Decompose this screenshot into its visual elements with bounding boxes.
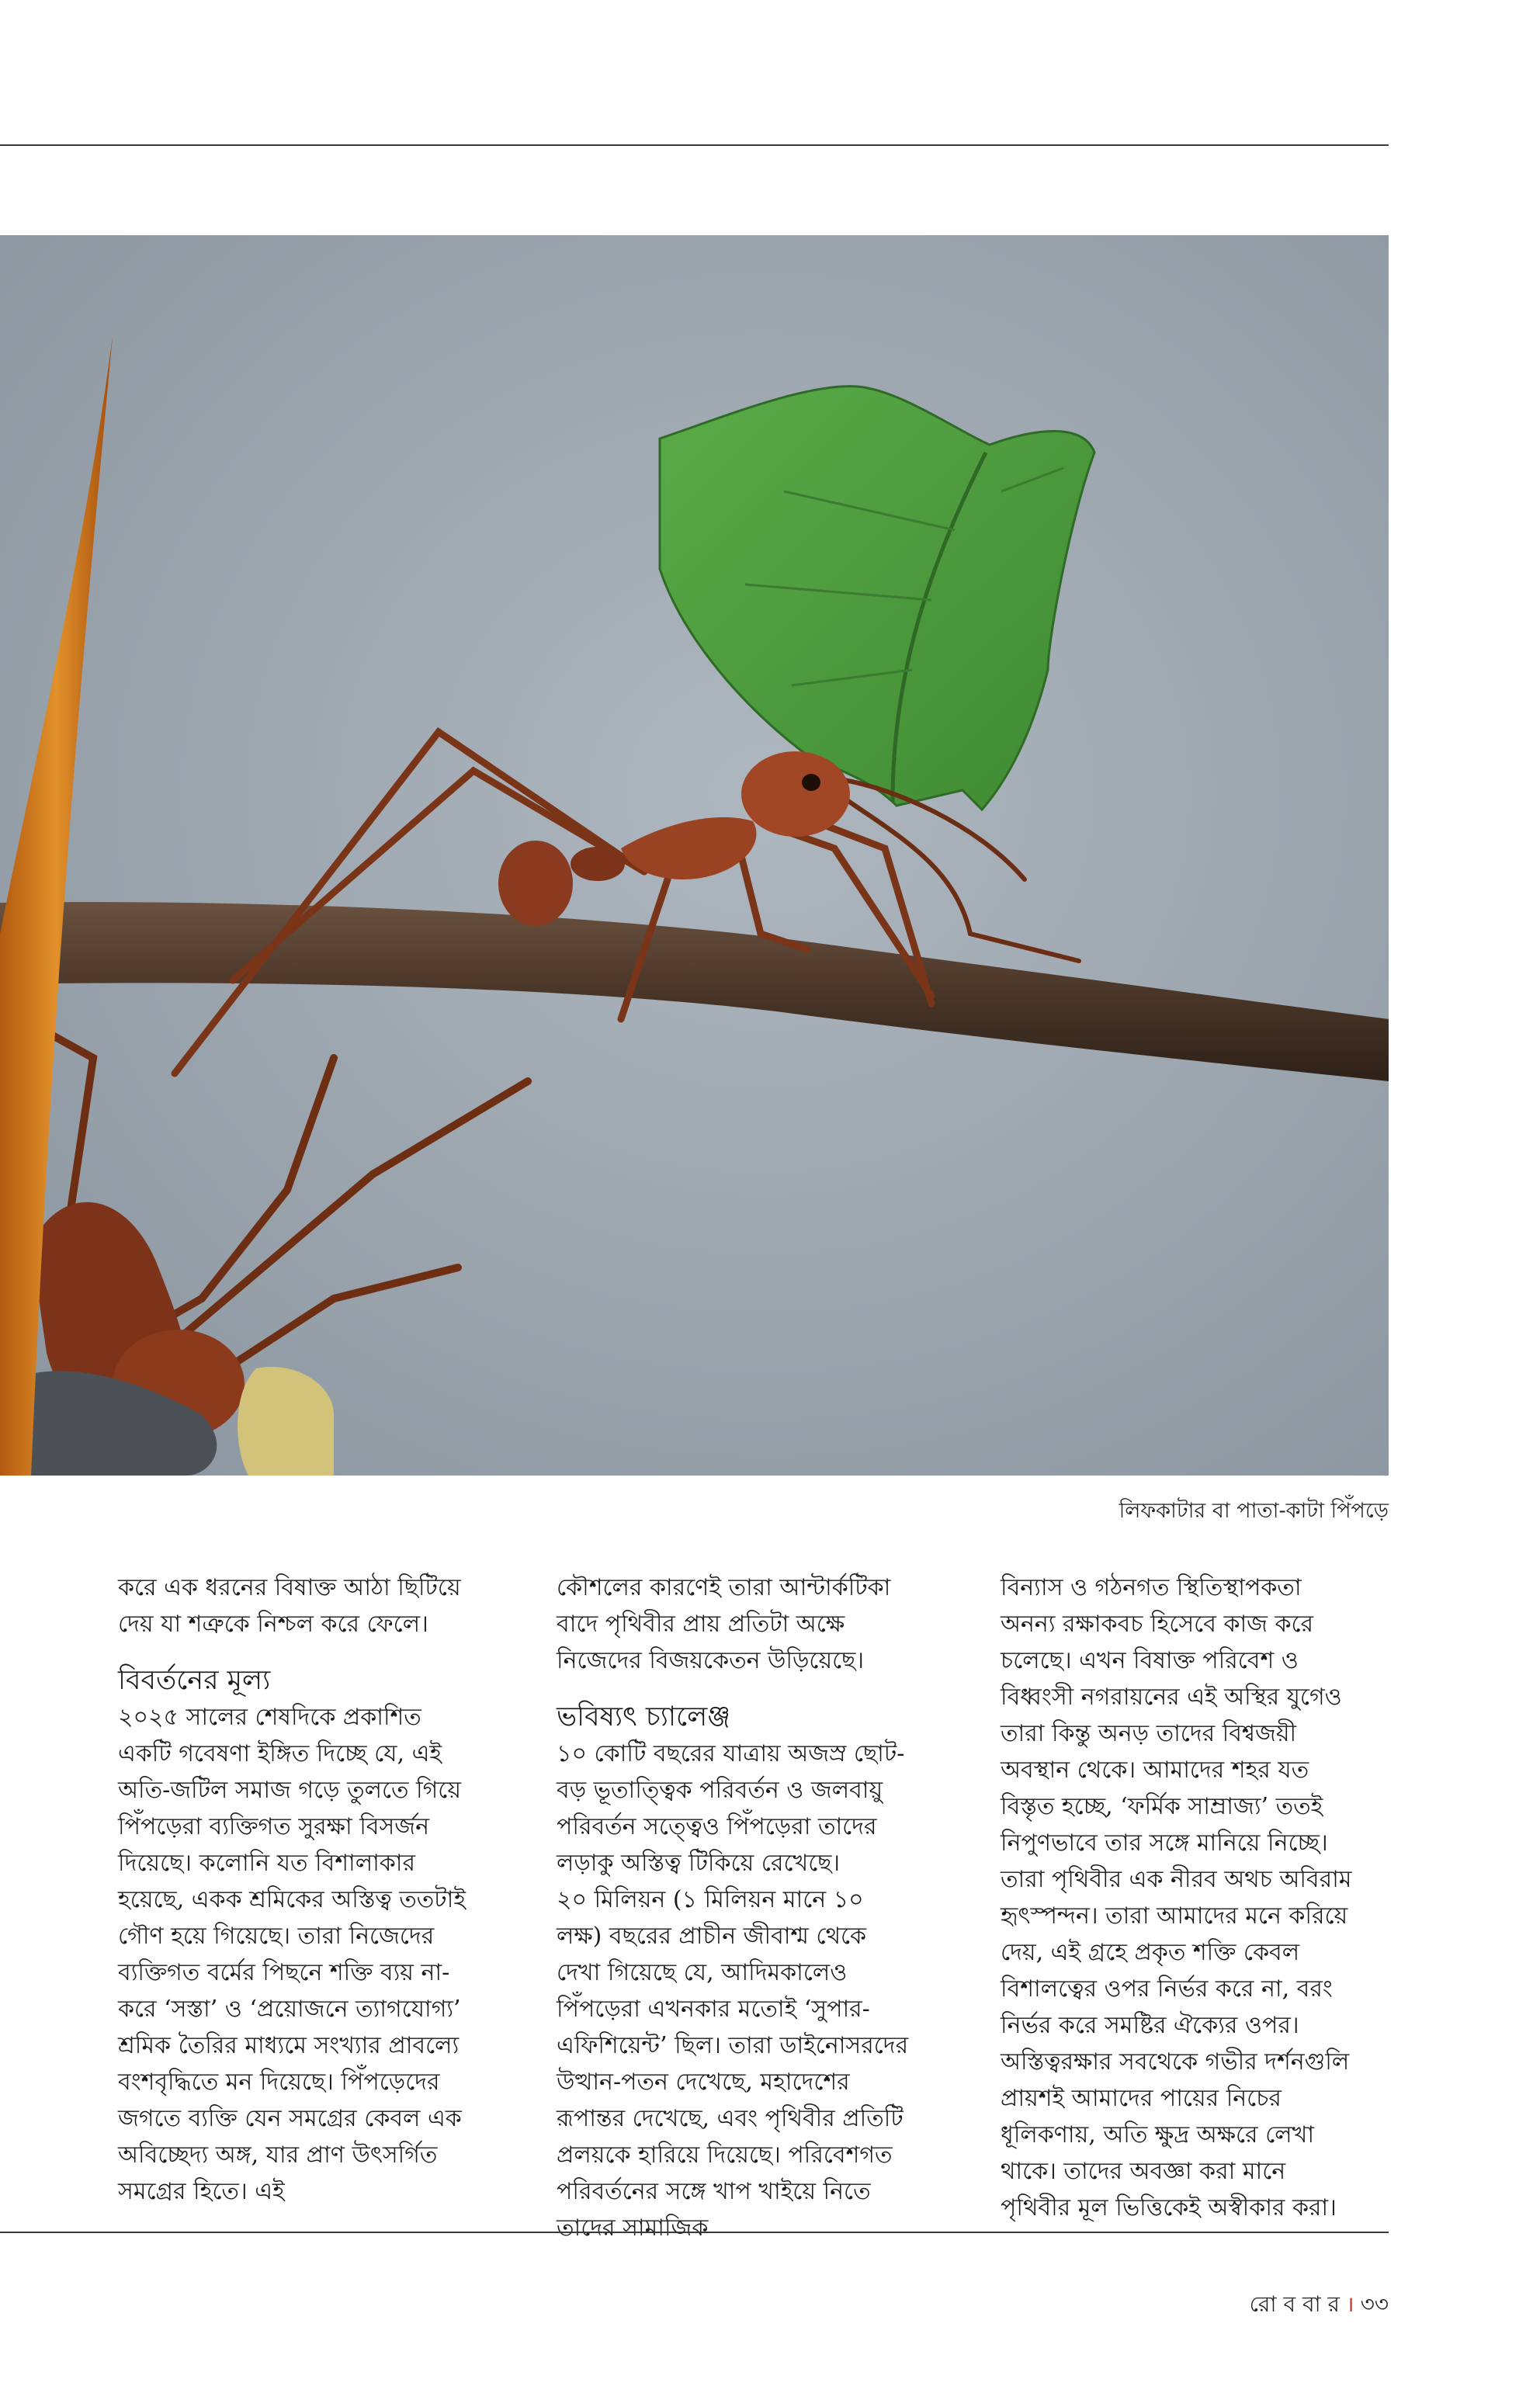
section-heading-evolution: বিবর্তনের মূল্য bbox=[118, 1665, 271, 1696]
column-2-body: ১০ কোটি বছরের যাত্রায় অজস্র ছোট-বড় ভূতাত্ত্বিক পরিবর্তন ও জলবায়ু পরিবর্তন সত্ত্বেও পিঁপড়েরা তাদের লড়াকু অস্তিত্ব টিকিয়ে রেখেছে। bbox=[557, 1740, 905, 1877]
photo-caption: লিফকাটার বা পাতা-কাটা পিঁপড়ে bbox=[1119, 1499, 1389, 1523]
text-column-2 bbox=[557, 1569, 914, 2246]
ant-head bbox=[741, 751, 850, 837]
page-footer bbox=[1250, 2287, 1389, 2324]
column-2-intro: কৌশলের কারণেই তারা আন্টার্কটিকা বাদে পৃথিবীর প্রায় প্রতিটা অক্ষে নিজেদের বিজয়কেতন উড়িয়েছে। bbox=[557, 1574, 891, 1674]
ant-illustration bbox=[0, 235, 1389, 1476]
page-number: ৩৩ bbox=[1360, 2291, 1389, 2317]
bottom-rule bbox=[0, 2232, 1389, 2233]
top-rule bbox=[0, 144, 1389, 146]
ant-petiole bbox=[571, 847, 625, 881]
column-3-body: বিন্যাস ও গঠনগত স্থিতিস্থাপকতা অনন্য রক্ষাকবচ হিসেবে কাজ করে চলেছে। এখন বিষাক্ত পরিবেশ ও বিধ্বংসী নগরায়নের এই অস্থির যুগেও তারা কিন্তু অনড় তাদের বিশ্বজয়ী অবস্থান থেকে। আমাদের শহর যত বিস্তৃত হচ্ছে, ‘ফর্মিক সাম্রাজ্য’ ততই নিপুণভাবে তার সঙ্গে মানিয়ে নিচ্ছে। তারা পৃথিবীর এক নীরব অথচ অবিরাম হৃৎস্পন্দন। তারা আমাদের মনে করিয়ে দেয়, এই গ্রহে প্রকৃত শক্তি কেবল বিশালত্বের ওপর নির্ভর করে না, বরং নির্ভর করে সমষ্টির ঐক্যের ওপর। অস্তিত্বরক্ষার সবথেকে গভীর দর্শনগুলি প্রায়শই আমাদের পায়ের নিচের ধূলিকণায়, অতি ক্ষুদ্র অক্ষরে লেখা থাকে। তাদের অবজ্ঞা করা মানে পৃথিবীর মূল ভিত্তিকেই অস্বীকার করা। bbox=[1001, 1574, 1352, 2221]
text-column-3 bbox=[1001, 1569, 1358, 2226]
column-1-body: ২০২৫ সালের শেষদিকে প্রকাশিত একটি গবেষণা ইঙ্গিত দিচ্ছে যে, এই অতি-জটিল সমাজ গড়ে তুলতে গিয়ে পিঁপড়েরা ব্যক্তিগত সুরক্ষা বিসর্জন দিয়েছে। কলোনি যত বিশালাকার হয়েছে, একক শ্রমিকের অস্তিত্ব ততটাই গৌণ হয়ে গিয়েছে। তারা নিজেদের ব্যক্তিগত বর্মের পিছনে শক্তি ব্যয় না-করে ‘সস্তা’ ও ‘প্রয়োজনে ত্যাগযোগ্য’ শ্রমিক তৈরির মাধ্যমে সংখ্যার প্রাবল্যে বংশবৃদ্ধিতে মন দিয়েছে। পিঁপড়েদের জগতে ব্যক্তি যেন সমগ্রের কেবল এক অবিচ্ছেদ্য অঙ্গ, যার প্রাণ উৎসর্গিত সমগ্রের হিতে। এই bbox=[118, 1704, 466, 2205]
column-2-body-2: ২০ মিলিয়ন (১ মিলিয়ন মানে ১০ লক্ষ) বছরের প্রাচীন জীবাশ্ম থেকে দেখা গিয়েছে যে, আদিমকালেও পিঁপড়েরা এখনকার মতোই ‘সুপার-এফিশিয়েন্ট’ ছিল। তারা ডাইনোসরদের উত্থান-পতন দেখেছে, মহাদেশের রূপান্তর দেখেছে, এবং পৃথিবীর প্রতিটি প্রলয়কে হারিয়ে দিয়েছে। পরিবেশগত পরিবর্তনের সঙ্গে খাপ খাইয়ে নিতে তাদের সামাজিক bbox=[557, 1886, 909, 2242]
section-heading-future: ভবিষ্যৎ চ্যালেঞ্জ bbox=[557, 1701, 731, 1732]
column-1-intro: করে এক ধরনের বিষাক্ত আঠা ছিটিয়ে দেয় যা শত্রুকে নিশ্চল করে ফেলে। bbox=[118, 1574, 461, 1638]
text-column-1 bbox=[118, 1569, 475, 2210]
ant-gaster bbox=[498, 841, 573, 926]
footer-separator: । bbox=[1345, 2291, 1354, 2317]
leafcutter-ant-photo bbox=[0, 235, 1389, 1476]
magazine-name: রো ব বা র bbox=[1249, 2291, 1340, 2317]
ant-eye bbox=[802, 774, 820, 791]
